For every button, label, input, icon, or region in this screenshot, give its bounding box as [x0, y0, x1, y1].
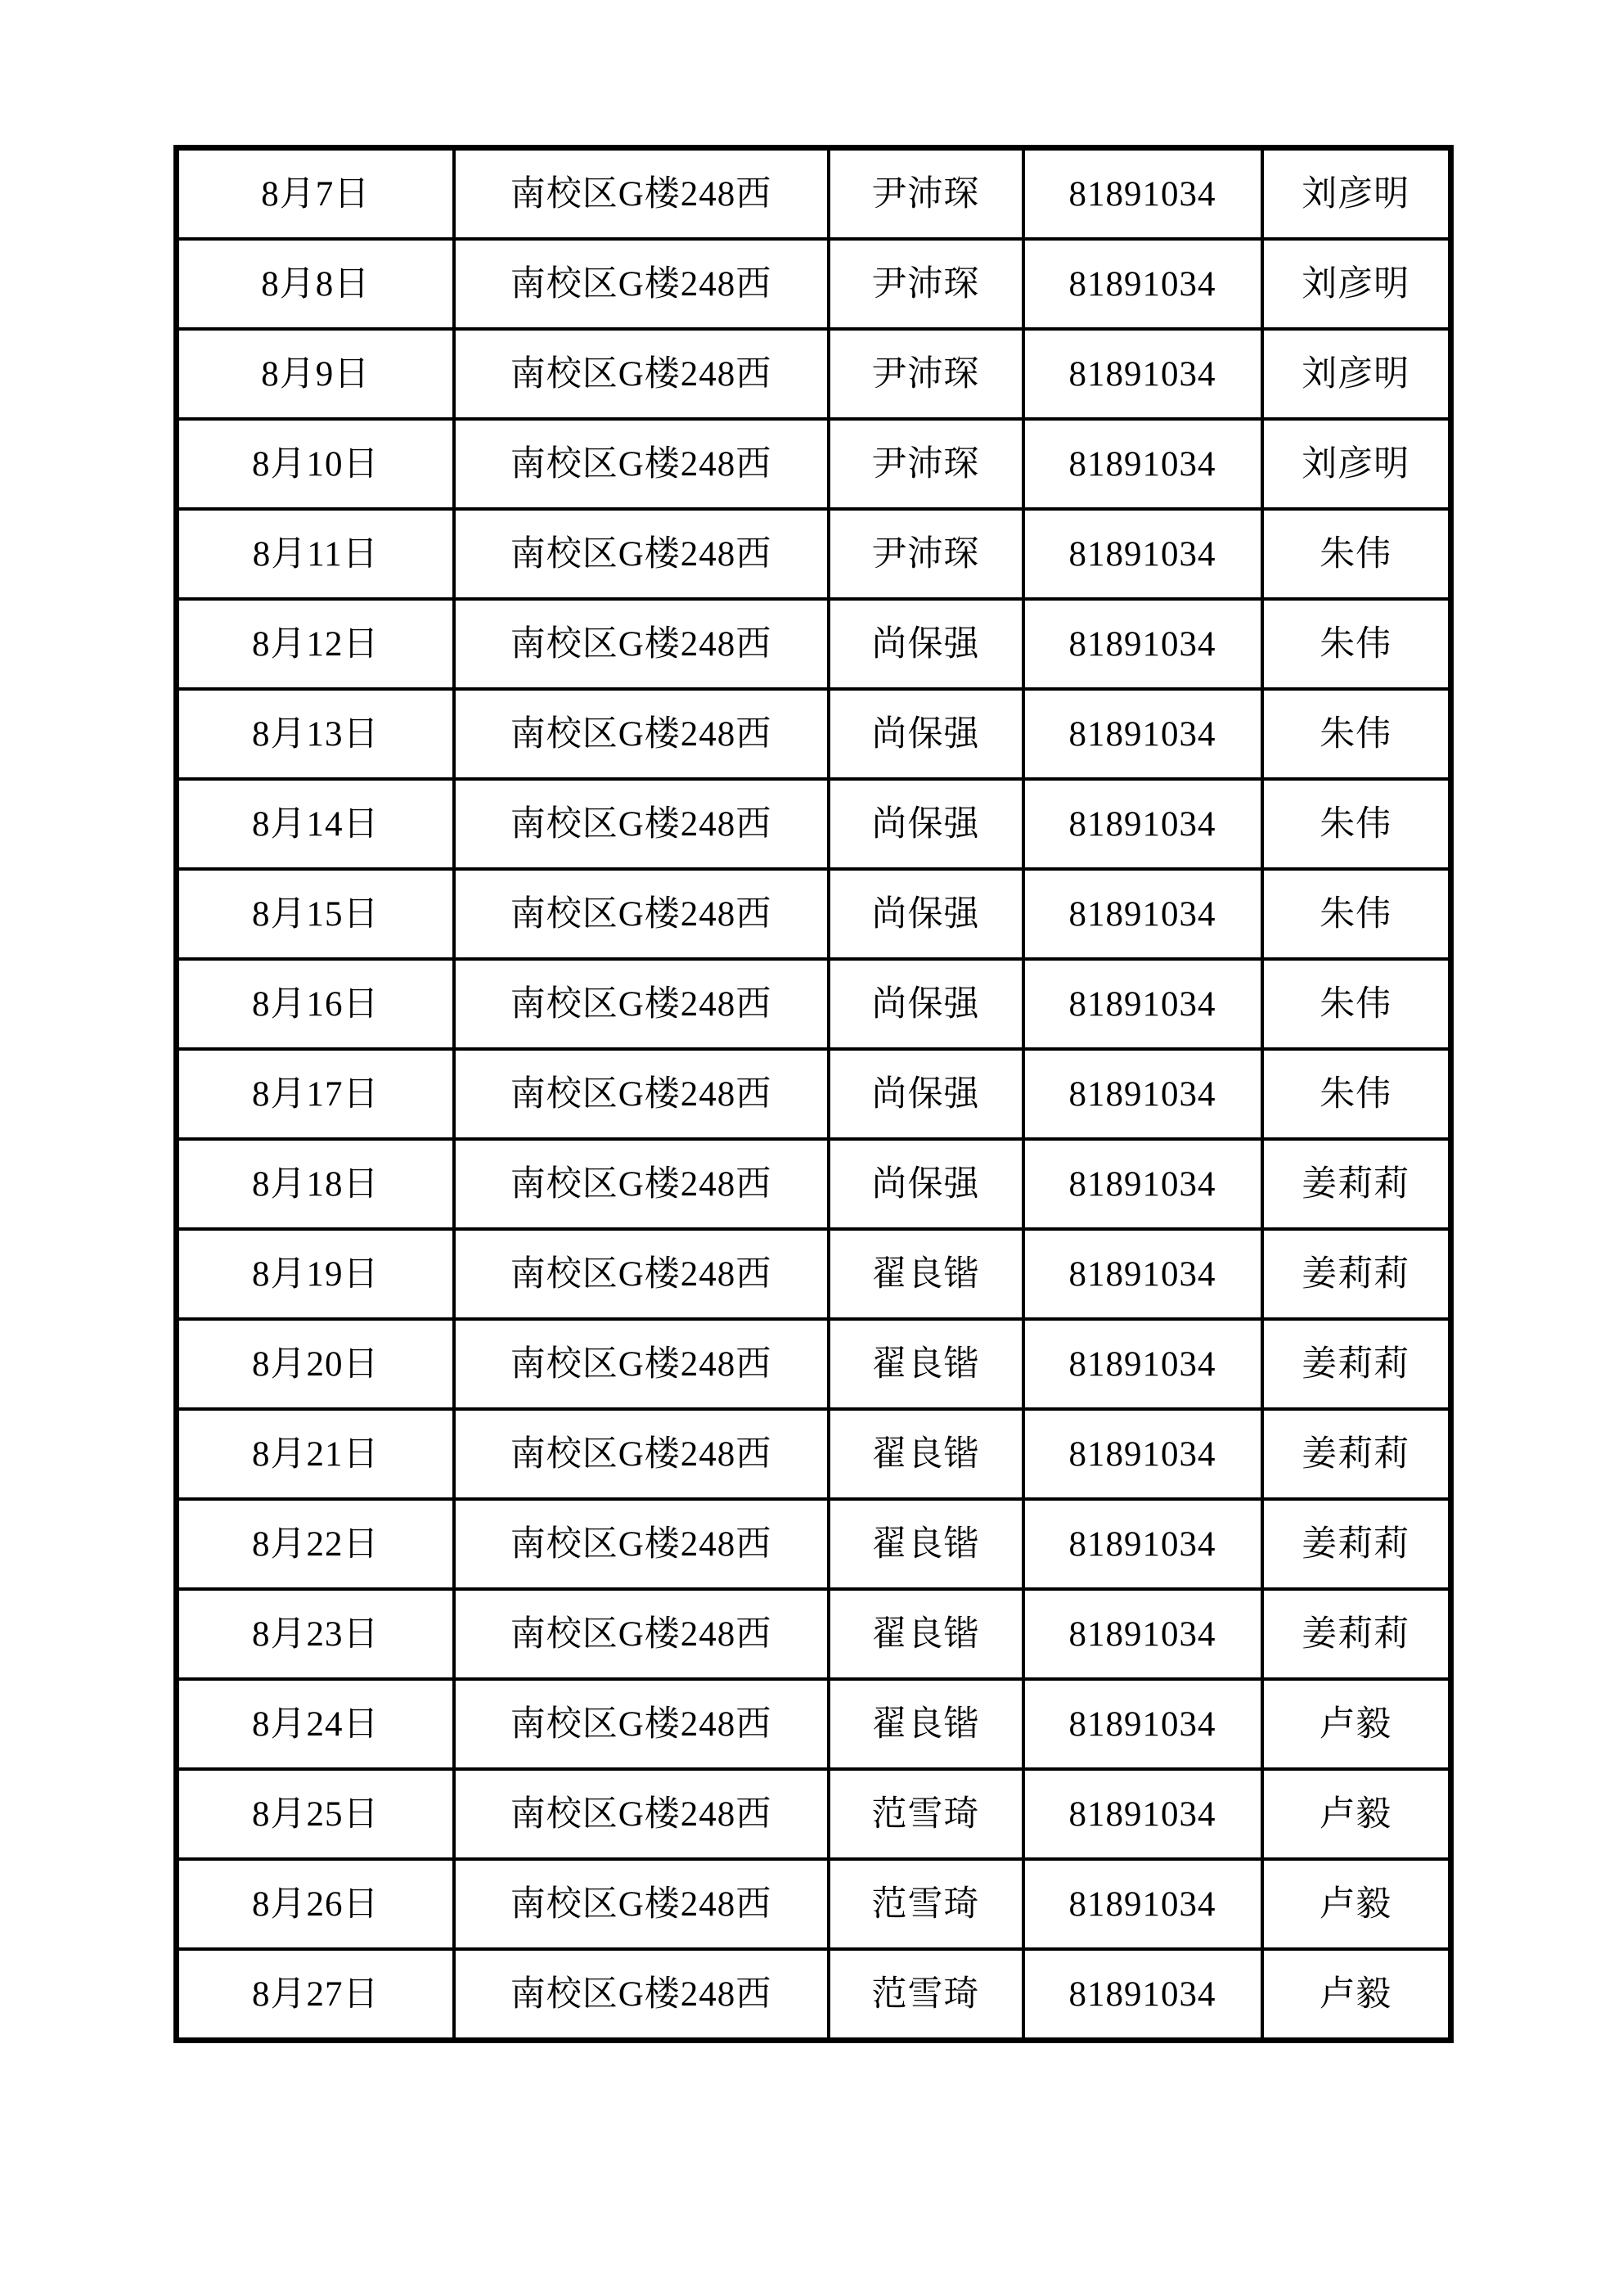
cell-duty-person: 尚保强	[829, 1049, 1023, 1139]
cell-phone: 81891034	[1023, 1499, 1262, 1589]
cell-location: 南校区G楼248西	[454, 689, 829, 779]
duty-schedule-table	[173, 145, 1454, 2043]
cell-location: 南校区G楼248西	[454, 329, 829, 419]
cell-date: 8月15日	[177, 869, 454, 959]
cell-contact-person: 卢毅	[1262, 1949, 1451, 2041]
cell-date: 8月7日	[177, 148, 454, 240]
table-row	[177, 509, 1451, 599]
cell-duty-person: 范雪琦	[829, 1949, 1023, 2041]
cell-date: 8月27日	[177, 1949, 454, 2041]
cell-date: 8月11日	[177, 509, 454, 599]
cell-duty-person: 尚保强	[829, 779, 1023, 869]
table-row	[177, 1949, 1451, 2041]
cell-contact-person: 刘彦明	[1262, 419, 1451, 509]
cell-location: 南校区G楼248西	[454, 1049, 829, 1139]
cell-contact-person: 朱伟	[1262, 509, 1451, 599]
cell-date: 8月18日	[177, 1139, 454, 1229]
table-row	[177, 1499, 1451, 1589]
cell-contact-person: 姜莉莉	[1262, 1499, 1451, 1589]
cell-location: 南校区G楼248西	[454, 509, 829, 599]
cell-date: 8月24日	[177, 1679, 454, 1769]
table-row	[177, 329, 1451, 419]
cell-contact-person: 姜莉莉	[1262, 1589, 1451, 1679]
cell-phone: 81891034	[1023, 509, 1262, 599]
cell-location: 南校区G楼248西	[454, 148, 829, 240]
cell-location: 南校区G楼248西	[454, 1769, 829, 1859]
cell-contact-person: 刘彦明	[1262, 239, 1451, 329]
cell-contact-person: 姜莉莉	[1262, 1139, 1451, 1229]
cell-date: 8月20日	[177, 1319, 454, 1409]
cell-location: 南校区G楼248西	[454, 419, 829, 509]
cell-contact-person: 朱伟	[1262, 599, 1451, 689]
table-row	[177, 1769, 1451, 1859]
cell-duty-person: 翟良锴	[829, 1319, 1023, 1409]
duty-table-body	[177, 148, 1451, 2041]
cell-phone: 81891034	[1023, 1409, 1262, 1499]
cell-phone: 81891034	[1023, 869, 1262, 959]
cell-contact-person: 朱伟	[1262, 779, 1451, 869]
cell-duty-person: 翟良锴	[829, 1679, 1023, 1769]
cell-location: 南校区G楼248西	[454, 1139, 829, 1229]
cell-contact-person: 姜莉莉	[1262, 1319, 1451, 1409]
cell-contact-person: 刘彦明	[1262, 329, 1451, 419]
cell-duty-person: 翟良锴	[829, 1589, 1023, 1679]
cell-location: 南校区G楼248西	[454, 239, 829, 329]
cell-contact-person: 卢毅	[1262, 1679, 1451, 1769]
cell-date: 8月10日	[177, 419, 454, 509]
cell-phone: 81891034	[1023, 1229, 1262, 1319]
table-row	[177, 239, 1451, 329]
cell-duty-person: 尚保强	[829, 959, 1023, 1049]
cell-date: 8月25日	[177, 1769, 454, 1859]
cell-phone: 81891034	[1023, 1949, 1262, 2041]
cell-location: 南校区G楼248西	[454, 959, 829, 1049]
cell-location: 南校区G楼248西	[454, 869, 829, 959]
cell-duty-person: 尹沛琛	[829, 419, 1023, 509]
table-row	[177, 1589, 1451, 1679]
cell-duty-person: 尚保强	[829, 1139, 1023, 1229]
table-row	[177, 1229, 1451, 1319]
cell-date: 8月16日	[177, 959, 454, 1049]
cell-location: 南校区G楼248西	[454, 1589, 829, 1679]
cell-phone: 81891034	[1023, 779, 1262, 869]
cell-date: 8月13日	[177, 689, 454, 779]
cell-contact-person: 卢毅	[1262, 1769, 1451, 1859]
cell-duty-person: 尹沛琛	[829, 148, 1023, 240]
cell-contact-person: 朱伟	[1262, 959, 1451, 1049]
table-row	[177, 1139, 1451, 1229]
cell-phone: 81891034	[1023, 1319, 1262, 1409]
cell-phone: 81891034	[1023, 1139, 1262, 1229]
cell-phone: 81891034	[1023, 1589, 1262, 1679]
table-row	[177, 1679, 1451, 1769]
cell-date: 8月19日	[177, 1229, 454, 1319]
table-row	[177, 779, 1451, 869]
cell-phone: 81891034	[1023, 1679, 1262, 1769]
cell-phone: 81891034	[1023, 329, 1262, 419]
table-row	[177, 959, 1451, 1049]
cell-date: 8月22日	[177, 1499, 454, 1589]
cell-contact-person: 姜莉莉	[1262, 1409, 1451, 1499]
cell-duty-person: 尚保强	[829, 689, 1023, 779]
cell-date: 8月8日	[177, 239, 454, 329]
table-row	[177, 689, 1451, 779]
cell-duty-person: 尹沛琛	[829, 509, 1023, 599]
table-row	[177, 148, 1451, 240]
table-row	[177, 1859, 1451, 1949]
cell-phone: 81891034	[1023, 599, 1262, 689]
cell-phone: 81891034	[1023, 1049, 1262, 1139]
cell-duty-person: 范雪琦	[829, 1769, 1023, 1859]
cell-date: 8月9日	[177, 329, 454, 419]
cell-location: 南校区G楼248西	[454, 779, 829, 869]
cell-phone: 81891034	[1023, 419, 1262, 509]
cell-duty-person: 翟良锴	[829, 1409, 1023, 1499]
table-row	[177, 1049, 1451, 1139]
cell-date: 8月21日	[177, 1409, 454, 1499]
cell-location: 南校区G楼248西	[454, 1859, 829, 1949]
table-row	[177, 1319, 1451, 1409]
cell-contact-person: 姜莉莉	[1262, 1229, 1451, 1319]
cell-phone: 81891034	[1023, 1769, 1262, 1859]
cell-duty-person: 尚保强	[829, 599, 1023, 689]
cell-phone: 81891034	[1023, 689, 1262, 779]
cell-phone: 81891034	[1023, 959, 1262, 1049]
cell-duty-person: 尹沛琛	[829, 239, 1023, 329]
cell-duty-person: 尚保强	[829, 869, 1023, 959]
cell-duty-person: 翟良锴	[829, 1499, 1023, 1589]
cell-location: 南校区G楼248西	[454, 1409, 829, 1499]
cell-contact-person: 刘彦明	[1262, 148, 1451, 240]
cell-duty-person: 尹沛琛	[829, 329, 1023, 419]
cell-date: 8月12日	[177, 599, 454, 689]
cell-phone: 81891034	[1023, 148, 1262, 240]
table-row	[177, 419, 1451, 509]
cell-contact-person: 朱伟	[1262, 1049, 1451, 1139]
table-row	[177, 1409, 1451, 1499]
cell-location: 南校区G楼248西	[454, 1949, 829, 2041]
cell-location: 南校区G楼248西	[454, 1229, 829, 1319]
cell-date: 8月26日	[177, 1859, 454, 1949]
cell-date: 8月17日	[177, 1049, 454, 1139]
cell-duty-person: 范雪琦	[829, 1859, 1023, 1949]
cell-date: 8月14日	[177, 779, 454, 869]
table-row	[177, 599, 1451, 689]
cell-location: 南校区G楼248西	[454, 1499, 829, 1589]
cell-location: 南校区G楼248西	[454, 599, 829, 689]
cell-location: 南校区G楼248西	[454, 1679, 829, 1769]
table-row	[177, 869, 1451, 959]
cell-date: 8月23日	[177, 1589, 454, 1679]
cell-contact-person: 卢毅	[1262, 1859, 1451, 1949]
cell-phone: 81891034	[1023, 239, 1262, 329]
cell-phone: 81891034	[1023, 1859, 1262, 1949]
cell-duty-person: 翟良锴	[829, 1229, 1023, 1319]
cell-contact-person: 朱伟	[1262, 689, 1451, 779]
cell-contact-person: 朱伟	[1262, 869, 1451, 959]
cell-location: 南校区G楼248西	[454, 1319, 829, 1409]
